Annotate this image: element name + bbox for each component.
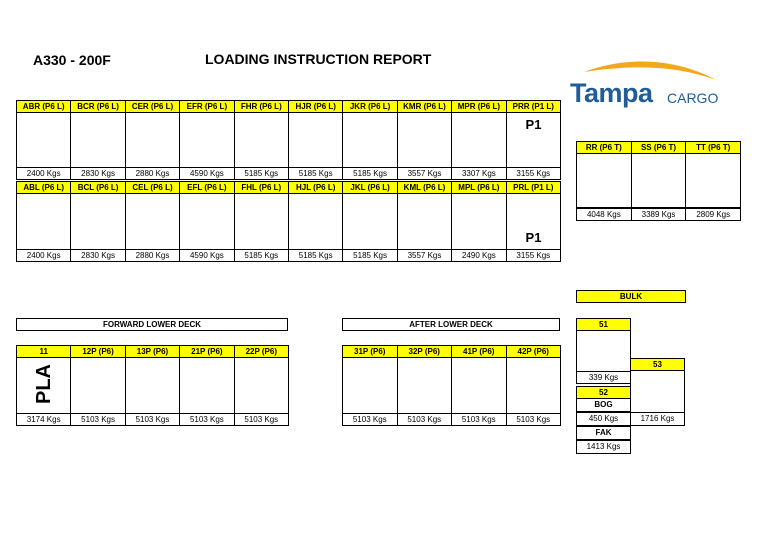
main-right-position-weight: 3557 Kgs bbox=[397, 167, 452, 180]
main-right-position-weight: 3155 Kgs bbox=[506, 167, 561, 180]
main-right-position-weight: 4590 Kgs bbox=[179, 167, 234, 180]
bulk-53-header: 53 bbox=[630, 358, 685, 371]
bulk-fak-weight: 1413 Kgs bbox=[576, 440, 631, 454]
after-lower-position-cell bbox=[506, 357, 562, 414]
forward-lower-deck-title: FORWARD LOWER DECK bbox=[16, 318, 288, 331]
forward-lower-position-weight: 5103 Kgs bbox=[234, 413, 289, 426]
main-left-position-weight: 2400 Kgs bbox=[16, 249, 71, 262]
aircraft-type: A330 - 200F bbox=[33, 52, 111, 68]
bulk-title: BULK bbox=[576, 290, 686, 303]
after-lower-position-cell bbox=[342, 357, 398, 414]
main-left-position-cell bbox=[288, 193, 343, 250]
main-right-position-header: EFR (P6 L) bbox=[179, 100, 234, 113]
main-left-position-cell bbox=[70, 193, 125, 250]
main-right-position-cell bbox=[179, 112, 234, 168]
main-right-position-weight: 3307 Kgs bbox=[451, 167, 506, 180]
forward-lower-position-header: 11 bbox=[16, 345, 71, 358]
main-right-position-cell bbox=[288, 112, 343, 168]
bulk-52-weight: 450 Kgs bbox=[576, 412, 631, 426]
forward-lower-position-cell bbox=[125, 357, 180, 414]
forward-lower-position-weight: 3174 Kgs bbox=[16, 413, 71, 426]
after-lower-position-cell bbox=[397, 357, 453, 414]
forward-lower-position-weight: 5103 Kgs bbox=[179, 413, 234, 426]
main-left-position-header: FHL (P6 L) bbox=[234, 181, 289, 194]
main-left-position-weight: 2490 Kgs bbox=[451, 249, 506, 262]
main-right-position-cell bbox=[234, 112, 289, 168]
after-lower-position-cell bbox=[451, 357, 507, 414]
bulk-53-weight: 1716 Kgs bbox=[630, 412, 685, 426]
after-lower-position-weight: 5103 Kgs bbox=[342, 413, 398, 426]
report-title: LOADING INSTRUCTION REPORT bbox=[205, 51, 432, 67]
forward-lower-position-header: 13P (P6) bbox=[125, 345, 180, 358]
main-left-position-weight: 5185 Kgs bbox=[342, 249, 397, 262]
main-left-position-cell bbox=[451, 193, 506, 250]
main-right-position-header: CER (P6 L) bbox=[125, 100, 180, 113]
main-right-position-header: MPR (P6 L) bbox=[451, 100, 506, 113]
bulk-53-cell bbox=[630, 370, 685, 413]
bulk-52-label: BOG bbox=[576, 398, 631, 412]
main-right-position-weight: 2830 Kgs bbox=[70, 167, 125, 180]
tail-position-header: SS (P6 T) bbox=[631, 141, 687, 154]
main-left-position-header: ABL (P6 L) bbox=[16, 181, 71, 194]
main-left-position-cell bbox=[234, 193, 289, 250]
after-lower-position-header: 31P (P6) bbox=[342, 345, 398, 358]
after-lower-position-weight: 5103 Kgs bbox=[451, 413, 507, 426]
bulk-51-weight: 339 Kgs bbox=[576, 371, 631, 384]
main-right-position-weight: 5185 Kgs bbox=[342, 167, 397, 180]
tail-position-weight: 3389 Kgs bbox=[631, 208, 687, 221]
bulk-51-header: 51 bbox=[576, 318, 631, 331]
forward-lower-position-weight: 5103 Kgs bbox=[70, 413, 125, 426]
after-lower-position-weight: 5103 Kgs bbox=[506, 413, 562, 426]
tail-position-weight: 4048 Kgs bbox=[576, 208, 632, 221]
main-right-position-weight: 2880 Kgs bbox=[125, 167, 180, 180]
main-right-position-weight: 5185 Kgs bbox=[288, 167, 343, 180]
main-right-position-cell bbox=[16, 112, 71, 168]
tail-position-cell bbox=[685, 153, 741, 208]
main-right-position-header: HJR (P6 L) bbox=[288, 100, 343, 113]
main-left-position-header: EFL (P6 L) bbox=[179, 181, 234, 194]
after-lower-position-header: 32P (P6) bbox=[397, 345, 453, 358]
bulk-51-cell bbox=[576, 330, 631, 372]
main-left-position-cell bbox=[179, 193, 234, 250]
main-right-position-header: PRR (P1 L) bbox=[506, 100, 561, 113]
tail-position-header: RR (P6 T) bbox=[576, 141, 632, 154]
main-left-position-weight: 2830 Kgs bbox=[70, 249, 125, 262]
forward-lower-position-cell bbox=[70, 357, 125, 414]
main-left-position-header: BCL (P6 L) bbox=[70, 181, 125, 194]
main-left-p1-label: P1 bbox=[525, 230, 542, 245]
main-right-position-cell bbox=[342, 112, 397, 168]
main-right-position-header: JKR (P6 L) bbox=[342, 100, 397, 113]
main-left-position-weight: 5185 Kgs bbox=[288, 249, 343, 262]
main-left-position-weight: 3155 Kgs bbox=[506, 249, 561, 262]
bulk-52-header: 52 bbox=[576, 386, 631, 399]
main-left-position-header: KML (P6 L) bbox=[397, 181, 452, 194]
after-lower-position-header: 42P (P6) bbox=[506, 345, 562, 358]
main-left-position-header: JKL (P6 L) bbox=[342, 181, 397, 194]
tail-position-cell bbox=[631, 153, 687, 208]
main-left-position-weight: 2880 Kgs bbox=[125, 249, 180, 262]
main-left-position-header: PRL (P1 L) bbox=[506, 181, 561, 194]
main-left-position-cell bbox=[397, 193, 452, 250]
main-right-p1-label: P1 bbox=[525, 117, 542, 132]
main-left-position-header: MPL (P6 L) bbox=[451, 181, 506, 194]
main-left-position-cell bbox=[16, 193, 71, 250]
logo-sub-text: CARGO bbox=[667, 90, 719, 106]
forward-lower-position-header: 21P (P6) bbox=[179, 345, 234, 358]
main-left-position-header: CEL (P6 L) bbox=[125, 181, 180, 194]
main-right-position-header: ABR (P6 L) bbox=[16, 100, 71, 113]
after-lower-position-weight: 5103 Kgs bbox=[397, 413, 453, 426]
forward-lower-position-header: 22P (P6) bbox=[234, 345, 289, 358]
pla-label: PLA bbox=[33, 364, 55, 404]
forward-lower-position-header: 12P (P6) bbox=[70, 345, 125, 358]
after-lower-position-header: 41P (P6) bbox=[451, 345, 507, 358]
logo-main-text: Tampa bbox=[570, 78, 653, 108]
main-right-position-weight: 5185 Kgs bbox=[234, 167, 289, 180]
main-right-position-cell bbox=[125, 112, 180, 168]
main-right-position-header: FHR (P6 L) bbox=[234, 100, 289, 113]
tail-position-header: TT (P6 T) bbox=[685, 141, 741, 154]
main-left-position-cell bbox=[342, 193, 397, 250]
forward-lower-position-cell bbox=[179, 357, 234, 414]
main-left-position-header: HJL (P6 L) bbox=[288, 181, 343, 194]
main-right-position-header: KMR (P6 L) bbox=[397, 100, 452, 113]
forward-lower-position-cell bbox=[234, 357, 289, 414]
bulk-fak-label: FAK bbox=[576, 426, 631, 440]
main-left-position-cell bbox=[125, 193, 180, 250]
main-right-position-header: BCR (P6 L) bbox=[70, 100, 125, 113]
main-right-position-cell bbox=[451, 112, 506, 168]
main-left-position-weight: 5185 Kgs bbox=[234, 249, 289, 262]
main-left-position-weight: 3557 Kgs bbox=[397, 249, 452, 262]
forward-lower-position-weight: 5103 Kgs bbox=[125, 413, 180, 426]
main-right-position-weight: 2400 Kgs bbox=[16, 167, 71, 180]
main-right-position-cell bbox=[70, 112, 125, 168]
main-left-position-weight: 4590 Kgs bbox=[179, 249, 234, 262]
tail-position-cell bbox=[576, 153, 632, 208]
tail-position-weight: 2809 Kgs bbox=[685, 208, 741, 221]
main-right-position-cell bbox=[397, 112, 452, 168]
tampa-cargo-logo bbox=[566, 58, 736, 110]
after-lower-deck-title: AFTER LOWER DECK bbox=[342, 318, 560, 331]
